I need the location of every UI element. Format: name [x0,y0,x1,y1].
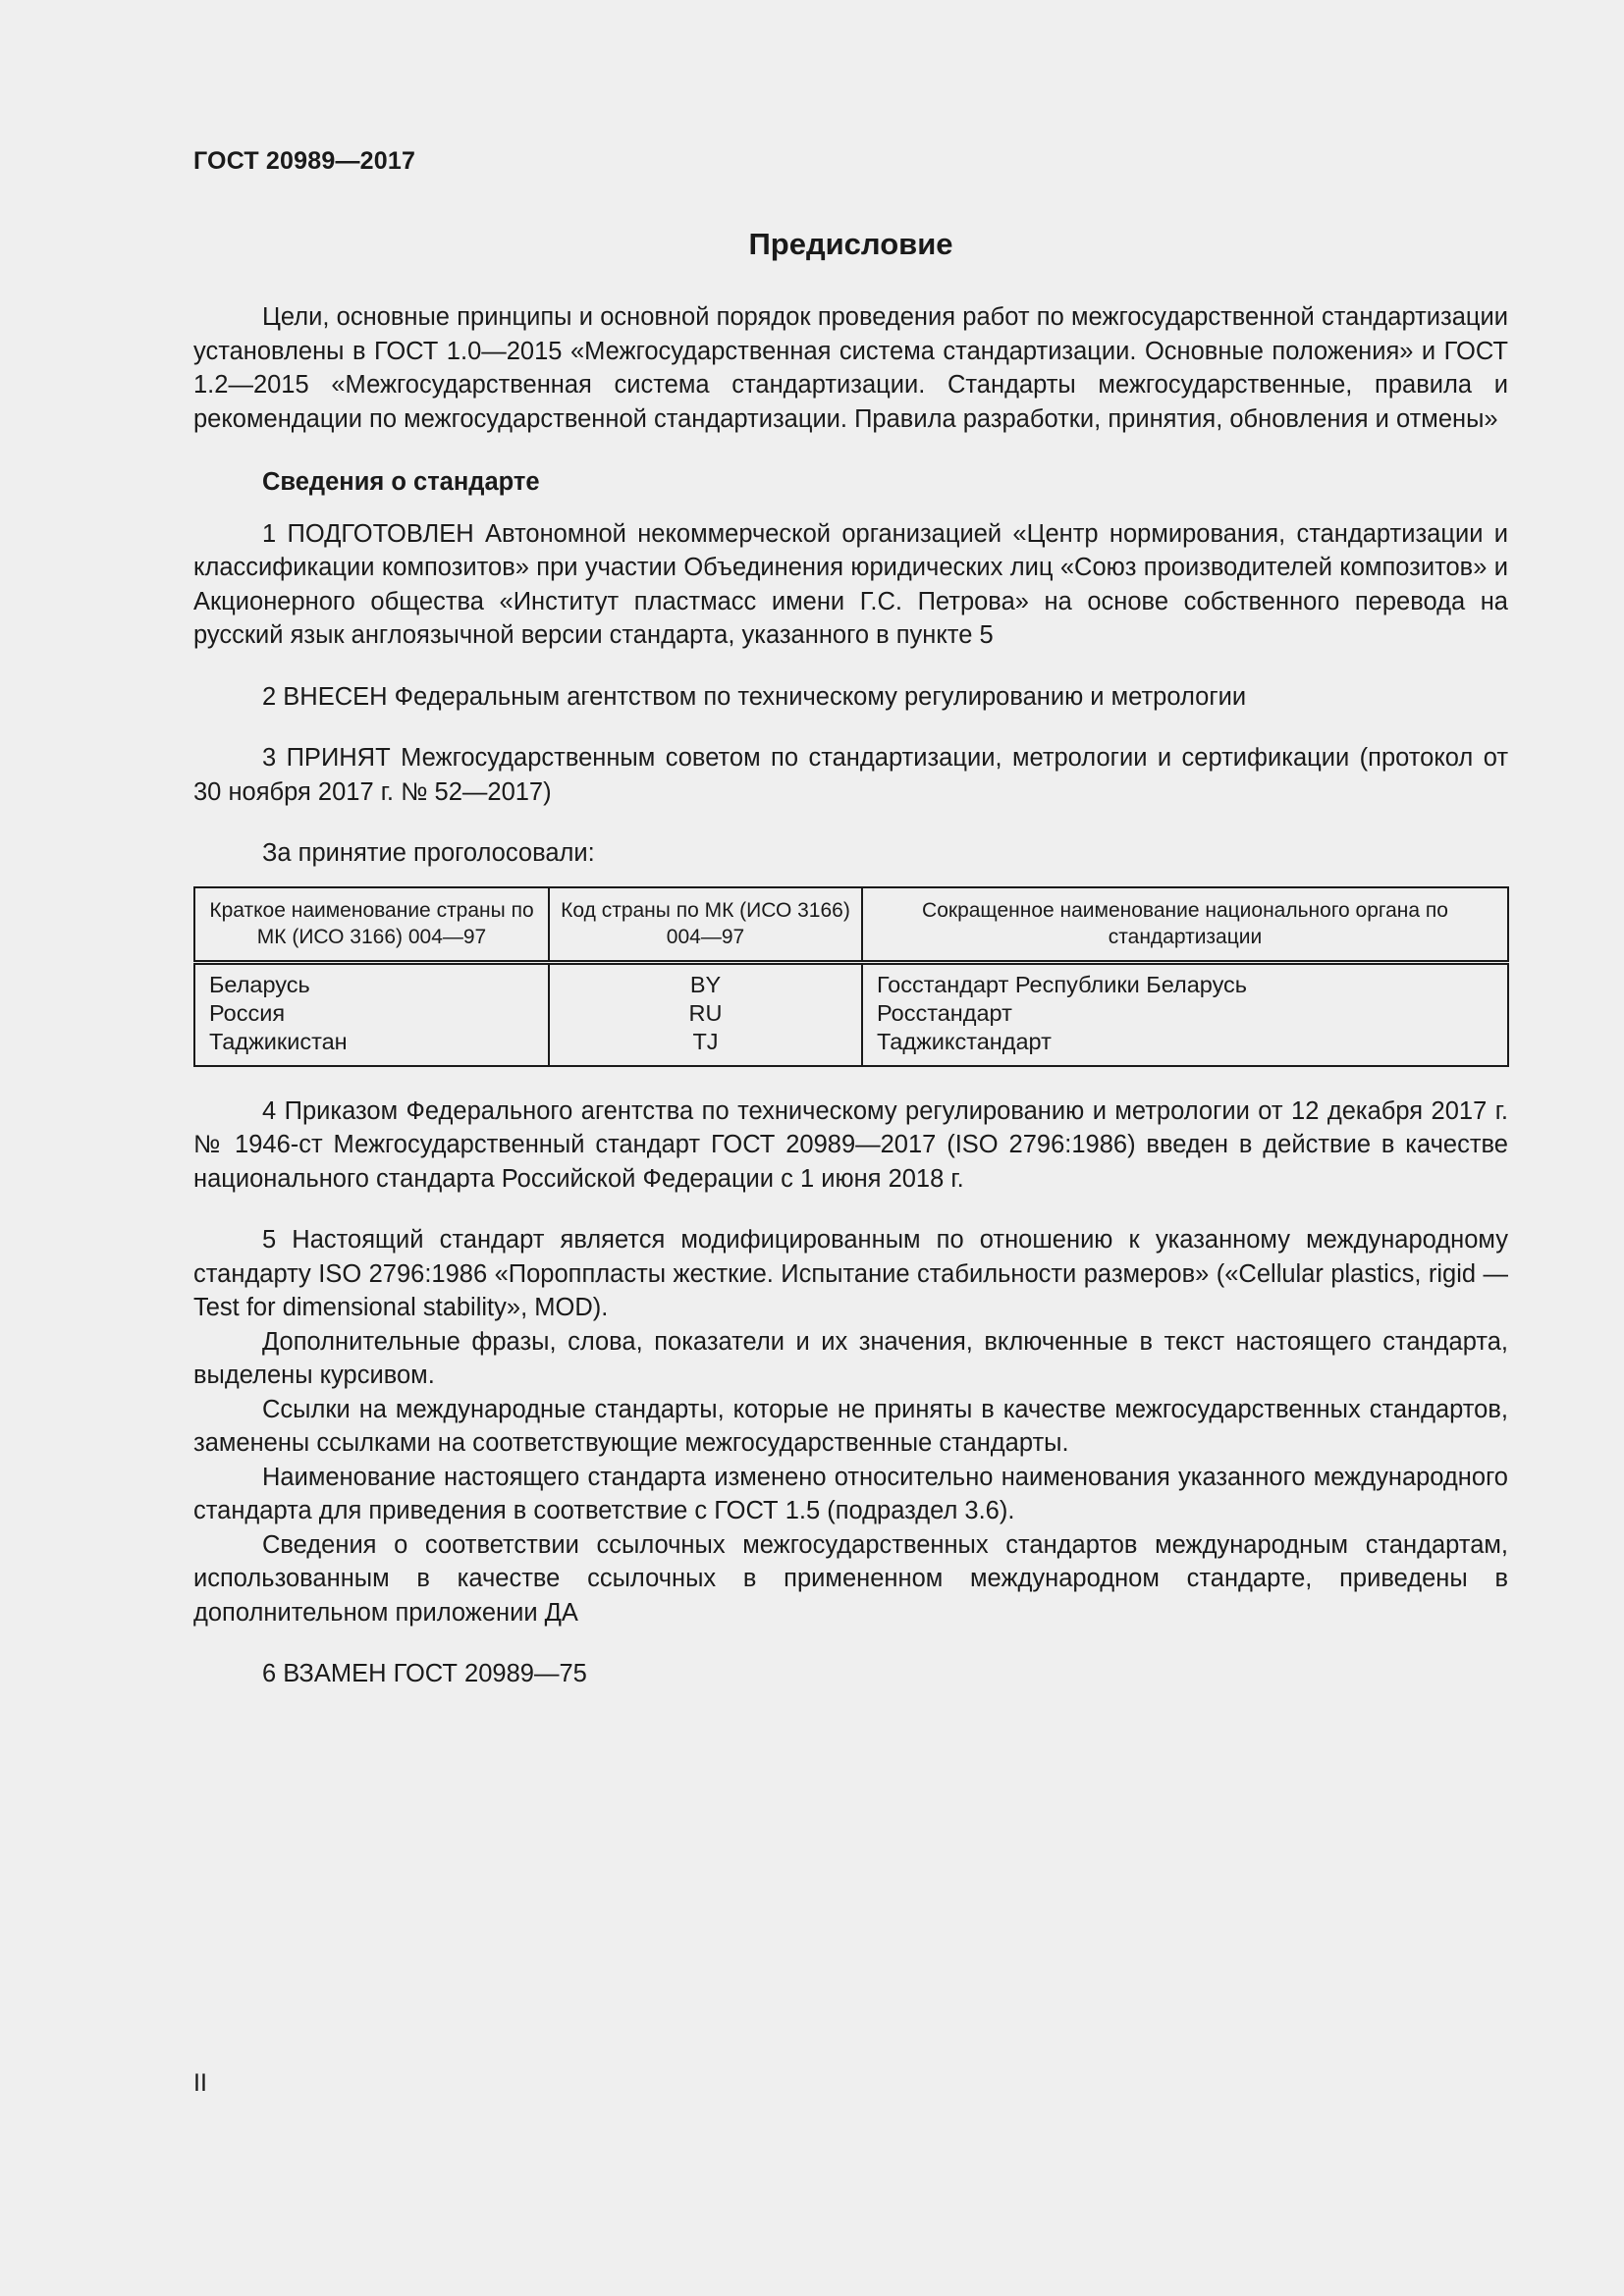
item-6-paragraph: 6 ВЗАМЕН ГОСТ 20989—75 [262,1660,587,1687]
country-code: BY [689,971,722,997]
code-cell [549,962,862,1066]
body-cell [862,962,1508,1066]
page-content [193,222,1508,1691]
intro-paragraph: Цели, основные принципы и основной порядок проведения работ по межгосударственной стандартизации установлены в ГОСТ 1.0—2015 «Межгосударственная система стандартизации. Основные положения» и ГОСТ 1.2—2015 «Межгосударственная система стандартизации. Стандарты межгосударственные, правила и рекомендации по межгосударственной стандартизации. Правила разработки, принятия, обновления и отмены» [193,303,1508,433]
header-country-code: Код страны по МК (ИСО 3166) 004—97 [549,887,862,963]
item-2-paragraph: 2 ВНЕСЕН Федеральным агентством по техническому регулированию и метрологии [262,682,1247,711]
item-4-paragraph: 4 Приказом Федерального агентства по техническому регулированию и метрологии от 12 декабря 2017 г. № 1946-ст Межгосударственный стандарт ГОСТ 20989—2017 (ISO 2796:1986) введен в действие в качестве национального стандарта Российской Федерации с 1 июня 2018 г. [193,1096,1508,1193]
voting-table [193,886,1509,1067]
info-heading: Сведения о стандарте [262,468,540,496]
table-header-row [194,887,1508,963]
voted-label: За принятие проголосовали: [262,839,595,867]
country-name: Таджикистан [209,1028,348,1054]
standards-body-name: Таджикстандарт [877,1028,1052,1054]
item-5-italic-note: Дополнительные фразы, слова, показатели и их значения, включенные в текст настоящего стандарта, выделены курсивом. [193,1327,1508,1389]
item-3-paragraph: 3 ПРИНЯТ Межгосударственным советом по стандартизации, метрологии и сертификации (протокол от 30 ноября 2017 г. № 52—2017) [193,744,1508,806]
page-number: II [193,2069,207,2097]
header-country-name: Краткое наименование страны по МК (ИСО 3166) 004—97 [194,887,549,963]
country-name: Беларусь [209,971,310,997]
item-5-annex-note: Сведения о соответствии ссылочных межгосударственных стандартов международным стандартам, использованным в качестве ссылочных в примененном международном стандарте, приведены в дополнительном приложении ДА [193,1530,1508,1627]
document-code-header: ГОСТ 20989—2017 [193,147,416,175]
country-code: TJ [692,1028,719,1054]
country-code: RU [688,999,723,1026]
table-row [194,962,1508,1066]
country-name: Россия [209,999,286,1026]
page-title: Предисловие [748,227,953,261]
item-1-paragraph: 1 ПОДГОТОВЛЕН Автономной некоммерческой организацией «Центр нормирования, стандартизации и классификации композитов» при участии Объединения юридических лиц «Союз производителей композитов» и Акционерного общества «Институт пластмасс имени Г.С. Петрова» на основе собственного перевода на русский язык англоязычной версии стандарта, указанного в пункте 5 [193,519,1508,649]
country-cell [194,962,549,1066]
standards-body-name: Госстандарт Республики Беларусь [877,971,1248,997]
item-5-references-note: Ссылки на международные стандарты, которые не приняты в качестве межгосударственных стандартов, заменены ссылками на соответствующие межгосударственные стандарты. [193,1395,1508,1457]
item-5-title-note: Наименование настоящего стандарта изменено относительно наименования указанного международного стандарта для приведения в соответствие с ГОСТ 1.5 (подраздел 3.6). [193,1463,1508,1524]
header-standards-body: Сокращенное наименование национального органа по стандартизации [862,887,1508,963]
item-5-paragraph: 5 Настоящий стандарт является модифицированным по отношению к указанному международному стандарту ISO 2796:1986 «Пороппласты жесткие. Испытание стабильности размеров» («Cellular plastics, rigid — Test for dimensional stability», MOD). [193,1226,1508,1321]
standards-body-name: Росстандарт [877,999,1012,1026]
